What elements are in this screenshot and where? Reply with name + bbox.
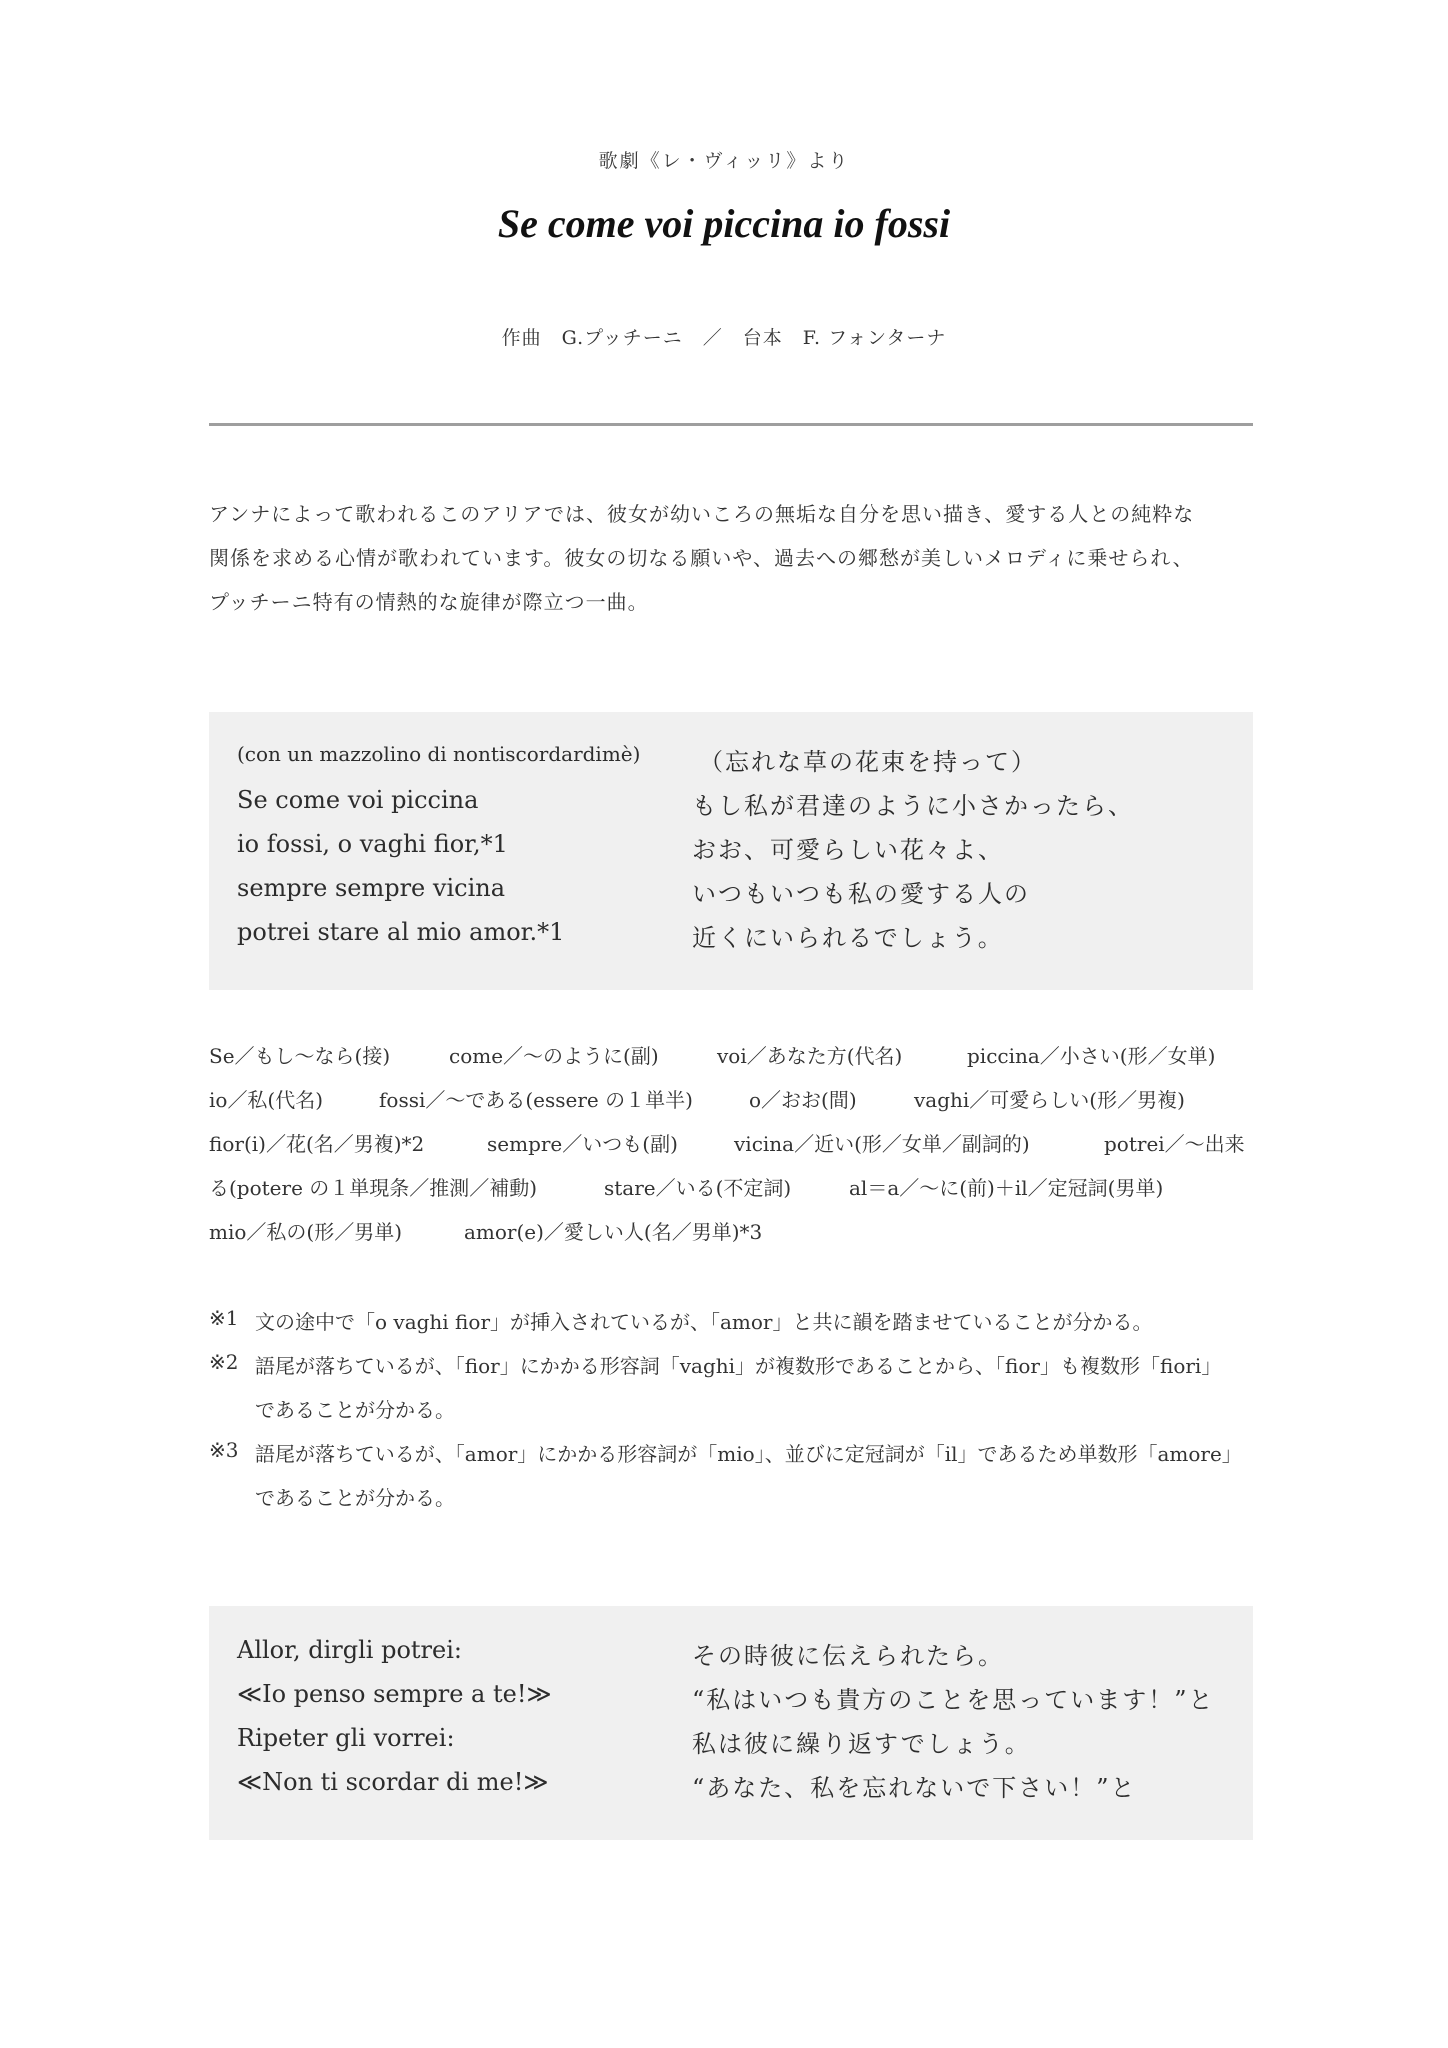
lyric-row [209, 786, 1253, 830]
vocab-line [209, 1172, 1253, 1216]
lyrics-box-2 [209, 1606, 1253, 1840]
vocab-line [209, 1128, 1253, 1172]
vocab-item: vaghi／可愛らしい(形／男複) [914, 1088, 1185, 1112]
footnote-text: 語尾が落ちているが、「fior」にかかる形容詞「vaghi」が複数形であることから、「fior」も複数形「fiori」 [255, 1354, 1222, 1378]
italian-line: Se come voi piccina [237, 786, 479, 814]
japanese-line: いつもいつも私の愛する人の [692, 880, 1030, 908]
japanese-line: “私はいつも貴方のことを思っています！”と [692, 1686, 1215, 1714]
footnote-text: であることが分かる。 [255, 1486, 455, 1510]
lyric-row [209, 874, 1253, 918]
vocab-item: stare／いる(不定詞) [604, 1176, 792, 1200]
italian-line: Ripeter gli vorrei: [237, 1724, 455, 1752]
footnote-text: 文の途中で「o vaghi fior」が挿入されているが、「amor」と共に韻を踏ませていることが分かる。 [255, 1310, 1153, 1334]
footnote-text: であることが分かる。 [255, 1398, 455, 1422]
japanese-line: （忘れな草の花束を持って） [699, 748, 1037, 776]
italian-line: potrei stare al mio amor.*1 [237, 918, 565, 946]
lyric-row [209, 830, 1253, 874]
vocab-item: mio／私の(形／男単) [209, 1220, 403, 1244]
intro-line: アンナによって歌われるこのアリアでは、彼女が幼いころの無垢な自分を思い描き、愛する人との純粋な [209, 502, 1195, 526]
vocab-item: voi／あなた方(代名) [717, 1044, 903, 1068]
lyric-row [209, 1636, 1253, 1680]
japanese-line: おお、可愛らしい花々よ、 [692, 836, 1004, 864]
japanese-line: もし私が君達のように小さかったら、 [692, 792, 1134, 820]
japanese-line: 近くにいられるでしょう。 [692, 924, 1004, 952]
intro-line: 関係を求める心情が歌われています。彼女の切なる願いや、過去への郷愁が美しいメロディに乗せられ、 [209, 546, 1194, 570]
japanese-line: その時彼に伝えられたら。 [692, 1642, 1004, 1670]
intro-line: プッチーニ特有の情熱的な旋律が際立つ一曲。 [209, 590, 649, 614]
aria-title: Se come voi piccina io fossi [497, 201, 951, 246]
footnote-mark: ※1 [209, 1306, 239, 1330]
vocab-item: al＝a／〜に(前)＋il／定冠詞(男単) [849, 1176, 1164, 1200]
vocab-item: potrei／〜出来 [1104, 1132, 1245, 1156]
italian-line: ≪Non ti scordar di me!≫ [237, 1768, 549, 1796]
italian-line: (con un mazzolino di nontiscordardimè) [237, 742, 641, 766]
vocab-item: る(potere の１単現条／推測／補動) [209, 1176, 538, 1200]
japanese-line: 私は彼に繰り返すでしょう。 [692, 1730, 1031, 1758]
vocab-item: Se／もし〜なら(接) [209, 1044, 391, 1068]
vocab-item: o／おお(間) [749, 1088, 857, 1112]
footnote-mark: ※3 [209, 1438, 239, 1462]
divider-rule [209, 423, 1253, 426]
italian-line: ≪Io penso sempre a te!≫ [237, 1680, 552, 1708]
intro-paragraph [209, 492, 1253, 624]
vocab-line [209, 1040, 1253, 1084]
vocab-item: fossi／〜である(essere の１単半) [379, 1088, 693, 1112]
opera-subtitle: 歌劇《レ・ヴィッリ》より [598, 150, 850, 172]
vocab-line [209, 1084, 1253, 1128]
vocab-item: amor(e)／愛しい人(名／男単)*3 [464, 1220, 763, 1244]
lyric-row [209, 742, 1253, 786]
lyrics-box-1 [209, 712, 1253, 990]
vocab-item: vicina／近い(形／女単／副詞的) [734, 1132, 1030, 1156]
lyric-row [209, 918, 1253, 962]
footnote-text: 語尾が落ちているが、「amor」にかかる形容詞が「mio」、並びに定冠詞が「il」であるため単数形「amore」 [255, 1442, 1242, 1466]
vocab-item: come／〜のように(副) [449, 1044, 659, 1068]
vocab-item: io／私(代名) [209, 1088, 324, 1112]
japanese-line: “あなた、私を忘れないで下さい！”と [692, 1774, 1137, 1802]
vocab-item: sempre／いつも(副) [487, 1132, 678, 1156]
italian-line: io fossi, o vaghi fior,*1 [237, 830, 508, 858]
credits: 作曲 G.プッチーニ ／ 台本 F. フォンターナ [501, 327, 947, 349]
italian-line: Allor, dirgli potrei: [237, 1636, 462, 1664]
lyric-row [209, 1768, 1253, 1812]
vocab-item: fior(i)／花(名／男複)*2 [209, 1132, 425, 1156]
lyric-row [209, 1724, 1253, 1768]
lyric-row [209, 1680, 1253, 1724]
vocab-line [209, 1216, 1253, 1260]
italian-line: sempre sempre vicina [237, 874, 506, 902]
vocab-item: piccina／小さい(形／女単) [967, 1044, 1216, 1068]
footnote-mark: ※2 [209, 1350, 239, 1374]
